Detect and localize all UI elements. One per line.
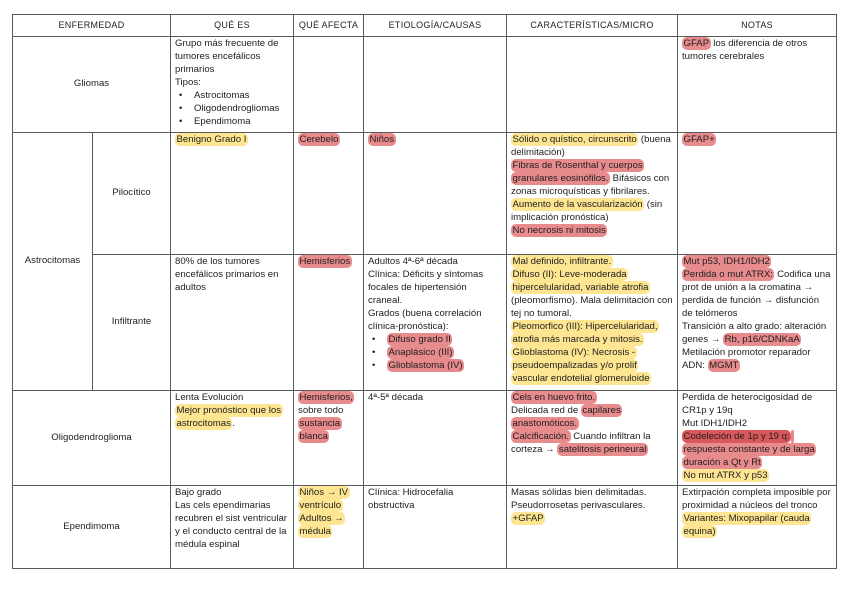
- paragraph: [511, 346, 673, 385]
- paragraph: [682, 268, 832, 320]
- paragraph: [511, 499, 673, 512]
- paragraph: [175, 76, 289, 89]
- disease-name-ependimoma: Ependimoma: [13, 486, 171, 569]
- paragraph: [368, 268, 502, 307]
- cell-infiltrante-que-afecta: [294, 255, 364, 391]
- text-segment: Ependimoma: [194, 116, 251, 127]
- cell-ependimoma-etiologia: [364, 486, 507, 569]
- text-segment: Lenta Evolución: [175, 392, 244, 403]
- header-que-afecta: QUÉ AFECTA: [294, 15, 364, 37]
- paragraph: [682, 346, 832, 372]
- text-segment: Mut IDH1/IDH2: [682, 418, 748, 429]
- text-segment: Extirpación completa imposible por proximidad a núcleos del tronco: [682, 487, 831, 511]
- text-segment: Grados (buena correlación clínica-pronóstica):: [368, 308, 482, 332]
- highlighted-text: Difuso grado II: [388, 334, 451, 345]
- paragraph: [175, 499, 289, 551]
- highlighted-text: Codeleción de 1p y 19 q:: [683, 431, 790, 442]
- paragraph: [511, 198, 673, 224]
- text-segment: Astrocitomas: [194, 90, 250, 101]
- subtype-name-infiltrante: Infiltrante: [93, 255, 171, 391]
- paragraph: [298, 391, 359, 443]
- text-segment: Perdida de heterocigosidad de CR1p y 19q: [682, 392, 813, 416]
- cell-gliomas-etiologia: [364, 37, 507, 133]
- highlighted-text: GFAP+: [683, 134, 715, 145]
- cell-gliomas-caracteristicas: [507, 37, 678, 133]
- paragraph: [368, 391, 502, 404]
- highlighted-text: Niños → IV ventrículo: [299, 487, 349, 511]
- highlighted-text: Variantes: Mixopapilar (cauda equina): [683, 513, 810, 537]
- paragraph: [511, 224, 673, 237]
- text-segment: Clínica: Déficits y síntomas focales de hipertensión craneal.: [368, 269, 484, 306]
- highlighted-text: Hemisferios: [299, 256, 351, 267]
- text-segment: Bifásicos con zonas microquísticas y fibrilares.: [511, 173, 670, 197]
- cell-infiltrante-que-es: [171, 255, 294, 391]
- highlighted-text: Hemisferios,: [299, 392, 353, 403]
- text-segment: Adultos 4ª-6ª década: [368, 256, 458, 267]
- text-segment: Transición a alto grado: alteración genes →: [682, 321, 827, 345]
- highlighted-text: capilares anastomóticos.: [512, 405, 621, 429]
- highlighted-text: respuesta constante y de larga duración a Qt y Rt: [682, 430, 816, 469]
- paragraph: [682, 512, 832, 538]
- cell-gliomas-notas: [678, 37, 837, 133]
- row-pilocitico: [13, 133, 837, 255]
- cell-pilocitico-que-afecta: [294, 133, 364, 255]
- cell-infiltrante-caracteristicas: [507, 255, 678, 391]
- paragraph: [298, 133, 359, 146]
- paragraph: [511, 320, 673, 346]
- text-segment: Metilación promotor reparador ADN:: [682, 347, 811, 371]
- cell-oligodendroglioma-que-afecta: [294, 391, 364, 486]
- disease-name-astrocitomas: Astrocitomas: [13, 133, 93, 391]
- header-que-es: QUÉ ES: [171, 15, 294, 37]
- header-enfermedad: ENFERMEDAD: [13, 15, 171, 37]
- paragraph: [298, 512, 359, 538]
- paragraph: [682, 133, 832, 146]
- disease-name-oligodendroglioma: Oligodendroglioma: [13, 391, 171, 486]
- bullet-item: [175, 102, 289, 115]
- highlighted-text: Mejor pronóstico que los astrocitomas: [176, 405, 282, 429]
- highlighted-text: Cels en huevo frito.: [512, 392, 596, 403]
- paragraph: [175, 391, 289, 404]
- text-segment: Codifica una prot de unión a la cromatina → perdida de función → disfunción de telómeros: [682, 269, 831, 319]
- cell-pilocitico-etiologia: [364, 133, 507, 255]
- cell-ependimoma-que-es: [171, 486, 294, 569]
- paragraph: [511, 133, 673, 159]
- highlighted-text: Fibras de Rosenthal y cuerpos granulares eosinófilos.: [512, 160, 643, 184]
- cell-oligodendroglioma-caracteristicas: [507, 391, 678, 486]
- paragraph: [682, 486, 832, 512]
- paragraph: [682, 417, 832, 430]
- row-oligodendroglioma: [13, 391, 837, 486]
- highlighted-text: satelitosis perineural: [558, 444, 647, 455]
- header-caracteristicas: CARACTERÍSTICAS/MICRO: [507, 15, 678, 37]
- highlighted-text: No mut ATRX y p53: [683, 470, 768, 481]
- paragraph: [511, 391, 673, 404]
- highlighted-text: sustancia blanca: [299, 418, 341, 442]
- highlighted-text: Mut p53, IDH1/IDH2: [683, 256, 770, 267]
- disease-name-gliomas: Gliomas: [13, 37, 171, 133]
- header-notas: NOTAS: [678, 15, 837, 37]
- highlighted-text: Difuso (II): Leve-moderada hipercelularidad, variable atrofia: [512, 269, 649, 293]
- highlighted-text: No necrosis ni mitosis: [512, 225, 606, 236]
- highlighted-text: +GFAP: [512, 513, 544, 524]
- paragraph: [682, 430, 832, 469]
- paragraph: [682, 469, 832, 482]
- highlighted-text: Calcificación.: [512, 431, 570, 442]
- paragraph: [511, 404, 673, 430]
- text-segment: los diferencia de otros tumores cerebrales: [682, 38, 808, 62]
- highlighted-text: Aumento de la vascularización: [512, 199, 643, 210]
- highlighted-text: Glioblastoma (IV): [388, 360, 463, 371]
- text-segment: (pleomorfismo). Mala delimitación con tej no tumoral.: [511, 295, 673, 319]
- highlighted-text: Sólido o quístico, circunscrito: [512, 134, 637, 145]
- cell-gliomas-que-es: [171, 37, 294, 133]
- cell-infiltrante-etiologia: [364, 255, 507, 391]
- cell-infiltrante-notas: [678, 255, 837, 391]
- highlighted-text: Niños: [369, 134, 395, 145]
- highlighted-text: Perdida o mut ATRX:: [683, 269, 773, 280]
- paragraph: [682, 320, 832, 346]
- highlighted-text: Cerebelo: [299, 134, 339, 145]
- tumor-comparison-table: [12, 14, 837, 569]
- paragraph: [511, 512, 673, 525]
- cell-oligodendroglioma-notas: [678, 391, 837, 486]
- highlighted-text: Pleomorfico (III): Hipercelularidad, atrofia más marcada y mitosis.: [512, 321, 658, 345]
- bullet-item: [175, 89, 289, 102]
- highlighted-text: Rb, p16/CDNKaA: [724, 334, 800, 345]
- paragraph: [368, 307, 502, 333]
- header-etiologia: ETIOLOGÍA/CAUSAS: [364, 15, 507, 37]
- paragraph: [175, 37, 289, 76]
- bullet-item: [175, 115, 289, 128]
- highlighted-text: MGMT: [709, 360, 739, 371]
- text-segment: Delicada red de: [511, 405, 581, 416]
- paragraph: [511, 159, 673, 198]
- cell-oligodendroglioma-que-es: [171, 391, 294, 486]
- paragraph: [175, 404, 289, 430]
- cell-ependimoma-que-afecta: [294, 486, 364, 569]
- highlighted-text: Anaplásico (III): [388, 347, 453, 358]
- paragraph: [298, 255, 359, 268]
- text-segment: .: [232, 418, 236, 429]
- paragraph: [175, 486, 289, 499]
- text-segment: 4ª-5ª década: [368, 392, 424, 403]
- cell-ependimoma-notas: [678, 486, 837, 569]
- text-segment: (buena delimitación): [511, 134, 671, 158]
- highlighted-text: Glioblastoma (IV): Necrosis - pseudoempalizadas y/o prolif vascular endotelial glomeruloide: [512, 347, 650, 384]
- text-segment: Tipos:: [175, 77, 201, 88]
- paragraph: [368, 486, 502, 512]
- highlighted-text: Mal definido, infiltrante.: [512, 256, 612, 267]
- bullet-list: [368, 333, 502, 372]
- cell-pilocitico-notas: [678, 133, 837, 255]
- row-infiltrante: [13, 255, 837, 391]
- row-gliomas: [13, 37, 837, 133]
- cell-oligodendroglioma-etiologia: [364, 391, 507, 486]
- paragraph: [511, 486, 673, 499]
- paragraph: [175, 255, 289, 294]
- paragraph: [682, 391, 832, 417]
- cell-gliomas-que-afecta: [294, 37, 364, 133]
- paragraph: [175, 133, 289, 146]
- paragraph: [298, 486, 359, 512]
- highlighted-text: Adultos → médula: [299, 513, 344, 537]
- paragraph: [682, 37, 832, 63]
- header-row: [13, 15, 837, 37]
- bullet-item: [368, 333, 502, 346]
- cell-pilocitico-que-es: [171, 133, 294, 255]
- row-ependimoma: [13, 486, 837, 569]
- text-segment: Oligodendrogliomas: [194, 103, 280, 114]
- paragraph: [682, 255, 832, 268]
- cell-pilocitico-caracteristicas: [507, 133, 678, 255]
- bullet-list: [175, 89, 289, 128]
- highlighted-text: GFAP: [683, 38, 710, 49]
- text-segment: Masas sólidas bien delimitadas.: [511, 487, 647, 498]
- highlighted-text: Benigno Grado I: [176, 134, 247, 145]
- text-segment: sobre todo: [298, 405, 344, 416]
- text-segment: Grupo más frecuente de tumores encefálicos primarios: [175, 38, 279, 75]
- text-segment: Pseudorrosetas perivasculares.: [511, 500, 646, 511]
- bullet-item: [368, 359, 502, 372]
- text-segment: 80% de los tumores encefálicos primarios en adultos: [175, 256, 279, 293]
- paragraph: [368, 133, 502, 146]
- text-segment: Clínica: Hidrocefalia obstructiva: [368, 487, 454, 511]
- paragraph: [511, 430, 673, 456]
- paragraph: [368, 255, 502, 268]
- text-segment: Cuando infiltran la corteza →: [511, 431, 651, 455]
- cell-ependimoma-caracteristicas: [507, 486, 678, 569]
- text-segment: Las cels ependimarias recubren el sist ventricular y el conducto central de la médula espinal: [175, 500, 287, 550]
- paragraph: [511, 255, 673, 268]
- bullet-item: [368, 346, 502, 359]
- text-segment: Bajo grado: [175, 487, 222, 498]
- subtype-name-pilocitico: Pilocítico: [93, 133, 171, 255]
- text-segment: (sin implicación pronóstica): [511, 199, 663, 223]
- paragraph: [511, 268, 673, 320]
